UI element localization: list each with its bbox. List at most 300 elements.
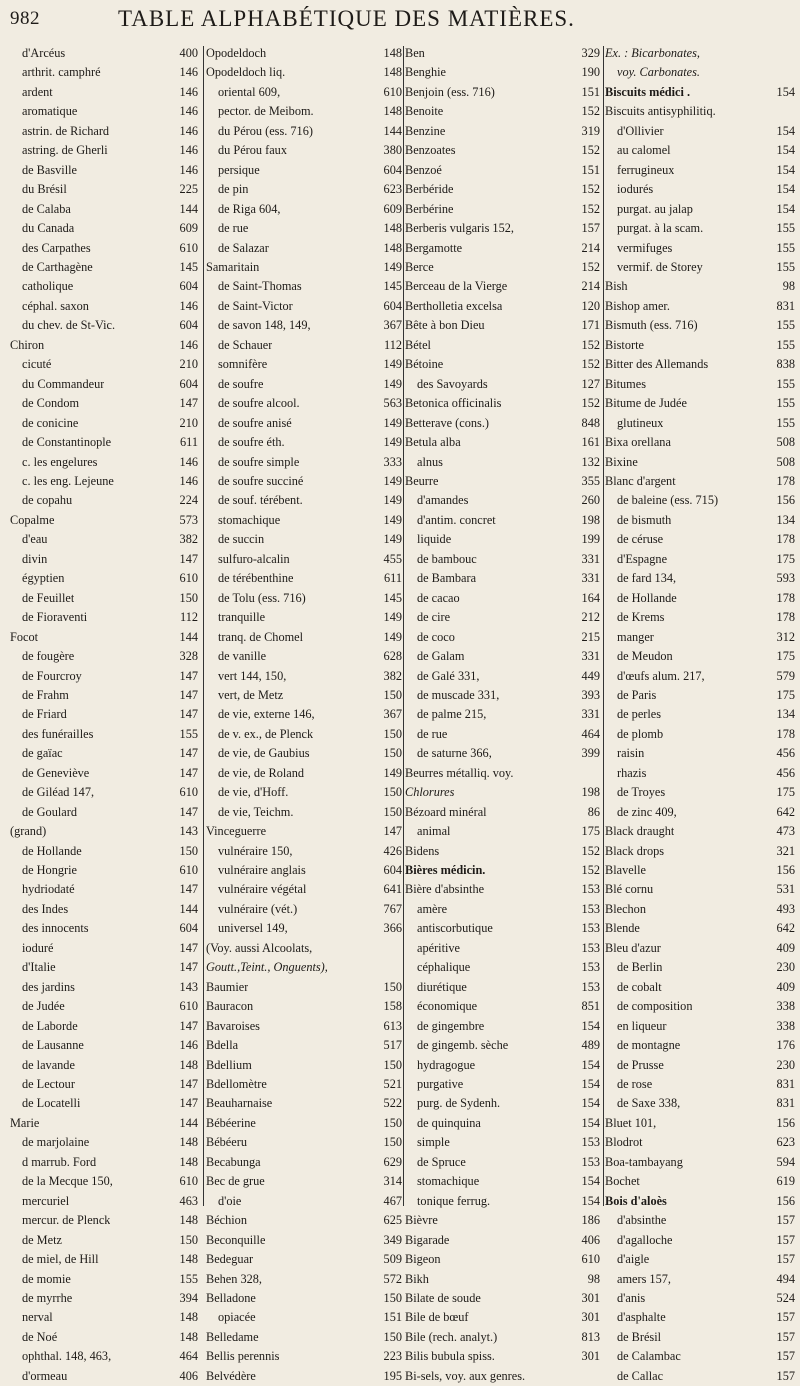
- entry-page-ref: 147: [179, 940, 198, 955]
- entry-term: Berce: [405, 259, 434, 274]
- entry-term: Benzoates: [405, 143, 456, 158]
- index-entry: [405, 880, 600, 899]
- entry-term: de Tolu (ess. 716): [218, 590, 306, 605]
- entry-page-ref: 604: [179, 279, 198, 294]
- entry-term: d'Italie: [22, 960, 56, 975]
- entry-page-ref: 611: [384, 571, 402, 586]
- entry-term: de Giléad 147,: [22, 785, 95, 800]
- entry-term: Bish: [605, 279, 628, 294]
- index-entry: [10, 44, 198, 63]
- entry-term: purg. de Sydenh.: [417, 1096, 501, 1111]
- index-entry: [405, 1114, 600, 1133]
- index-entry: [405, 44, 600, 63]
- entry-page-ref: 593: [776, 571, 795, 586]
- index-entry: [605, 1347, 795, 1366]
- index-entry: [10, 491, 198, 510]
- index-entry: [10, 102, 198, 121]
- entry-term: du Canada: [22, 221, 75, 236]
- index-entry: [206, 414, 402, 433]
- entry-term: stomachique: [417, 1174, 480, 1189]
- entry-term: des Carpathes: [22, 240, 91, 255]
- entry-term: mercur. de Plenck: [22, 1213, 111, 1228]
- entry-term: astring. de Gherli: [22, 143, 108, 158]
- index-entry: [605, 1036, 795, 1055]
- entry-page-ref: 489: [581, 1038, 600, 1053]
- entry-term: de Prusse: [617, 1057, 664, 1072]
- entry-page-ref: 152: [581, 863, 600, 878]
- entry-term: de vie, de Roland: [218, 765, 305, 780]
- index-entry: [405, 141, 600, 160]
- entry-page-ref: 464: [179, 1349, 198, 1364]
- index-entry: [10, 744, 198, 763]
- index-entry: [605, 1133, 795, 1152]
- entry-term: Benjoin (ess. 716): [405, 84, 495, 99]
- entry-term: Bellis perennis: [206, 1349, 280, 1364]
- entry-page-ref: 153: [581, 960, 600, 975]
- entry-term: économique: [417, 999, 478, 1014]
- index-entry: [605, 686, 795, 705]
- index-entry: [10, 530, 198, 549]
- entry-term: de Locatelli: [22, 1096, 81, 1111]
- entry-page-ref: 150: [383, 1329, 402, 1344]
- entry-term: de Condom: [22, 396, 80, 411]
- index-entry: [405, 530, 600, 549]
- entry-term: Bishop amer.: [605, 298, 670, 313]
- entry-page-ref: 154: [776, 182, 795, 197]
- entry-page-ref: 153: [581, 882, 600, 897]
- entry-page-ref: 152: [581, 259, 600, 274]
- entry-page-ref: 642: [776, 921, 795, 936]
- entry-page-ref: 156: [776, 493, 795, 508]
- entry-page-ref: 152: [581, 201, 600, 216]
- entry-page-ref: 610: [179, 785, 198, 800]
- index-entry: [10, 375, 198, 394]
- index-entry: [10, 219, 198, 238]
- entry-page-ref: 155: [776, 376, 795, 391]
- entry-page-ref: 175: [776, 551, 795, 566]
- entry-term: de Metz: [22, 1232, 62, 1247]
- entry-page-ref: 150: [383, 1291, 402, 1305]
- index-entry: [206, 355, 402, 374]
- entry-term: de Lectour: [22, 1077, 75, 1092]
- entry-page-ref: 508: [776, 454, 795, 469]
- entry-page-ref: 198: [581, 512, 600, 527]
- entry-page-ref: 312: [776, 629, 795, 644]
- index-entry: [10, 511, 198, 530]
- entry-term: manger: [617, 629, 654, 644]
- entry-page-ref: 149: [383, 435, 402, 450]
- entry-page-ref: 149: [383, 629, 402, 644]
- entry-page-ref: 400: [179, 46, 198, 60]
- index-entry: [605, 258, 795, 277]
- entry-term: Belladone: [206, 1291, 256, 1305]
- entry-page-ref: 301: [581, 1291, 600, 1305]
- entry-page-ref: 641: [383, 882, 402, 897]
- index-entry: [206, 861, 402, 880]
- entry-page-ref: 178: [776, 532, 795, 547]
- entry-term: de myrrhe: [22, 1291, 73, 1305]
- entry-term: de Saint-Victor: [218, 298, 293, 313]
- entry-term: du Pérou faux: [218, 143, 287, 158]
- index-entry: [605, 919, 795, 938]
- index-entry: [10, 297, 198, 316]
- index-entry: [405, 608, 600, 627]
- index-entry: [206, 1192, 402, 1211]
- entry-term: Bétel: [405, 337, 431, 352]
- entry-term: de Judée: [22, 999, 65, 1014]
- index-entry: [206, 647, 402, 666]
- entry-page-ref: 394: [179, 1291, 198, 1305]
- index-entry: [10, 63, 198, 82]
- entry-term: de bismuth: [617, 512, 672, 527]
- entry-page-ref: 610: [179, 571, 198, 586]
- entry-page-ref: 143: [179, 979, 198, 994]
- index-entry: [605, 569, 795, 588]
- index-entry: [605, 978, 795, 997]
- entry-term: cicuté: [22, 357, 52, 372]
- entry-page-ref: 610: [383, 84, 402, 99]
- entry-term: Ex. : Bicarbonates,: [605, 46, 700, 60]
- entry-term: Belvédère: [206, 1368, 256, 1383]
- entry-page-ref: 522: [383, 1096, 402, 1111]
- index-entry: [405, 1211, 600, 1230]
- entry-term: d'ormeau: [22, 1368, 68, 1383]
- index-entry: [405, 958, 600, 977]
- entry-term: ophthal. 148, 463,: [22, 1349, 112, 1364]
- entry-page-ref: 508: [776, 435, 795, 450]
- entry-page-ref: 178: [776, 610, 795, 625]
- entry-page-ref: 150: [383, 746, 402, 761]
- entry-page-ref: 150: [383, 726, 402, 741]
- entry-page-ref: 146: [179, 298, 198, 313]
- entry-term: de miel, de Hill: [22, 1252, 99, 1267]
- entry-page-ref: 393: [581, 687, 600, 702]
- entry-term: Bertholletia excelsa: [405, 298, 503, 313]
- entry-term: de Troyes: [617, 785, 666, 800]
- index-entry: [405, 628, 600, 647]
- index-entry: [405, 569, 600, 588]
- column-divider: [203, 46, 204, 1206]
- entry-term: Betonica officinalis: [405, 396, 502, 411]
- entry-page-ref: 399: [581, 746, 600, 761]
- entry-term: des jardins: [22, 979, 75, 994]
- entry-page-ref: 382: [179, 532, 198, 547]
- index-entry: [405, 239, 600, 258]
- entry-term: de vie, de Gaubius: [218, 746, 310, 761]
- index-entry: [10, 122, 198, 141]
- entry-page-ref: 214: [581, 279, 600, 294]
- index-entry: [206, 958, 402, 977]
- index-entry: [206, 1270, 402, 1289]
- index-entry: [206, 880, 402, 899]
- index-entry: [206, 83, 402, 102]
- entry-page-ref: 328: [179, 649, 198, 664]
- index-entry: [605, 1017, 795, 1036]
- index-entry: [10, 589, 198, 608]
- index-entry: [10, 958, 198, 977]
- entry-term: de Galé 331,: [417, 668, 480, 683]
- entry-page-ref: 147: [179, 668, 198, 683]
- entry-term: (grand): [10, 824, 47, 839]
- index-entry: [405, 102, 600, 121]
- index-entry: [10, 1250, 198, 1269]
- entry-term: voy. Carbonates.: [617, 65, 700, 80]
- index-entry: [605, 1308, 795, 1327]
- entry-term: Bdellomètre: [206, 1077, 267, 1092]
- entry-term: ardent: [22, 84, 53, 99]
- entry-page-ref: 175: [776, 649, 795, 664]
- entry-term: vulnéraire 150,: [218, 843, 293, 858]
- entry-page-ref: 157: [776, 1310, 795, 1325]
- entry-term: du Pérou (ess. 716): [218, 123, 313, 138]
- index-entry: [206, 803, 402, 822]
- entry-page-ref: 367: [383, 318, 402, 333]
- entry-page-ref: 154: [581, 1115, 600, 1130]
- entry-term: de bambouc: [417, 551, 477, 566]
- entry-term: de Basville: [22, 162, 77, 177]
- index-entry: [605, 822, 795, 841]
- entry-term: Beurres métalliq. voy.: [405, 765, 514, 780]
- entry-term: de vie, Teichm.: [218, 804, 294, 819]
- index-entry: [605, 122, 795, 141]
- entry-page-ref: 456: [776, 746, 795, 761]
- entry-page-ref: 175: [776, 687, 795, 702]
- entry-page-ref: 521: [383, 1077, 402, 1092]
- index-entry: [206, 783, 402, 802]
- entry-page-ref: 149: [383, 415, 402, 430]
- entry-term: vermifuges: [617, 240, 673, 255]
- entry-page-ref: 157: [776, 1349, 795, 1364]
- entry-term: de soufre anisé: [218, 415, 292, 430]
- index-entry: [10, 647, 198, 666]
- entry-term: de zinc 409,: [617, 804, 677, 819]
- entry-term: animal: [417, 824, 451, 839]
- entry-term: de quinquina: [417, 1115, 481, 1130]
- index-entry: [605, 219, 795, 238]
- index-entry: [10, 1036, 198, 1055]
- entry-page-ref: 146: [179, 473, 198, 488]
- entry-term: égyptien: [22, 571, 65, 586]
- entry-term: ferrugineux: [617, 162, 675, 177]
- entry-term: en liqueur: [617, 1018, 667, 1033]
- entry-term: d'antim. concret: [417, 512, 496, 527]
- entry-page-ref: 146: [179, 84, 198, 99]
- entry-term: pector. de Meibom.: [218, 104, 314, 119]
- entry-page-ref: 610: [179, 240, 198, 255]
- entry-page-ref: 171: [581, 318, 600, 333]
- index-entry: [605, 1289, 795, 1308]
- entry-term: alnus: [417, 454, 443, 469]
- index-entry: [206, 939, 402, 958]
- index-entry: [405, 997, 600, 1016]
- index-entry: [206, 919, 402, 938]
- entry-term: tranq. de Chomel: [218, 629, 304, 644]
- entry-term: Blavelle: [605, 863, 646, 878]
- entry-page-ref: 338: [776, 1018, 795, 1033]
- index-entry: [206, 589, 402, 608]
- entry-page-ref: 154: [581, 1193, 600, 1208]
- entry-page-ref: 147: [179, 1018, 198, 1033]
- index-entry: [206, 744, 402, 763]
- index-entry: [405, 161, 600, 180]
- index-entry: [405, 764, 600, 783]
- entry-term: Bitume de Judée: [605, 396, 687, 411]
- entry-page-ref: 149: [383, 473, 402, 488]
- index-entry: [605, 1270, 795, 1289]
- entry-page-ref: 156: [776, 1115, 795, 1130]
- entry-term: Bête à bon Dieu: [405, 318, 485, 333]
- entry-page-ref: 449: [581, 668, 600, 683]
- index-entry: [206, 258, 402, 277]
- index-entry: [206, 122, 402, 141]
- index-entry: [605, 161, 795, 180]
- index-entry: [10, 355, 198, 374]
- entry-page-ref: 331: [581, 649, 600, 664]
- entry-term: Bochet: [605, 1174, 640, 1189]
- entry-term: Bdellium: [206, 1057, 252, 1072]
- entry-page-ref: 147: [179, 804, 198, 819]
- entry-page-ref: 148: [383, 104, 402, 119]
- entry-page-ref: 260: [581, 493, 600, 508]
- entry-page-ref: 152: [581, 143, 600, 158]
- entry-term: Bergamotte: [405, 240, 463, 255]
- entry-page-ref: 112: [384, 337, 402, 352]
- index-entry: [405, 744, 600, 763]
- entry-term: de perles: [617, 707, 662, 722]
- entry-term: Bdella: [206, 1038, 239, 1053]
- entry-term: d'anis: [617, 1291, 646, 1305]
- index-entry: [10, 978, 198, 997]
- entry-term: arthrit. camphré: [22, 65, 101, 80]
- index-entry: [10, 608, 198, 627]
- index-entry: [206, 1289, 402, 1308]
- index-entry: [605, 764, 795, 783]
- index-entry: [405, 180, 600, 199]
- index-entry: [206, 277, 402, 296]
- entry-page-ref: 563: [383, 396, 402, 411]
- index-entry: [206, 1075, 402, 1094]
- entry-page-ref: 145: [179, 259, 198, 274]
- index-entry: [605, 647, 795, 666]
- entry-page-ref: 301: [581, 1349, 600, 1364]
- entry-page-ref: 572: [383, 1271, 402, 1286]
- index-entry: [605, 239, 795, 258]
- entry-term: Belledame: [206, 1329, 259, 1344]
- entry-term: Bièvre: [405, 1213, 438, 1228]
- entry-page-ref: 178: [776, 473, 795, 488]
- entry-page-ref: 164: [581, 590, 600, 605]
- entry-term: purgative: [417, 1077, 464, 1092]
- entry-page-ref: 604: [383, 162, 402, 177]
- index-entry: [10, 472, 198, 491]
- entry-page-ref: 148: [383, 46, 402, 60]
- index-entry: [405, 336, 600, 355]
- entry-page-ref: 148: [179, 1310, 198, 1325]
- index-column-3: [405, 44, 600, 1386]
- index-entry: [206, 764, 402, 783]
- entry-page-ref: 146: [179, 1038, 198, 1053]
- entry-term: Bitter des Allemands: [605, 357, 709, 372]
- entry-term: Opodeldoch: [206, 46, 267, 60]
- entry-page-ref: 149: [383, 532, 402, 547]
- index-entry: [605, 1192, 795, 1211]
- entry-page-ref: 573: [179, 512, 198, 527]
- index-column-1: [10, 44, 198, 1386]
- index-entry: [10, 686, 198, 705]
- index-entry: [405, 355, 600, 374]
- entry-term: Berbérine: [405, 201, 454, 216]
- entry-page-ref: 134: [776, 512, 795, 527]
- entry-term: tranquille: [218, 610, 266, 625]
- entry-term: Bixa orellana: [605, 435, 671, 450]
- entry-term: diurétique: [417, 979, 467, 994]
- index-entry: [605, 102, 795, 121]
- entry-term: Baumier: [206, 979, 249, 994]
- index-entry: [10, 414, 198, 433]
- entry-term: (Voy. aussi Alcoolats,: [206, 940, 313, 955]
- entry-term: de montagne: [617, 1038, 681, 1053]
- entry-term: Bitumes: [605, 376, 646, 391]
- index-entry: [10, 1328, 198, 1347]
- entry-page-ref: 594: [776, 1154, 795, 1169]
- entry-page-ref: 349: [383, 1232, 402, 1247]
- index-entry: [605, 453, 795, 472]
- entry-term: de palme 215,: [417, 707, 487, 722]
- entry-page-ref: 148: [383, 221, 402, 236]
- index-entry: [605, 783, 795, 802]
- index-entry: [206, 686, 402, 705]
- entry-term: Blé cornu: [605, 882, 654, 897]
- entry-page-ref: 157: [776, 1368, 795, 1383]
- entry-term: vulnéraire végétal: [218, 882, 307, 897]
- index-entry: [605, 63, 795, 82]
- entry-page-ref: 851: [581, 999, 600, 1014]
- index-entry: [206, 1056, 402, 1075]
- index-entry: [605, 725, 795, 744]
- entry-term: d marrub. Ford: [22, 1154, 97, 1169]
- entry-term: universel 149,: [218, 921, 288, 936]
- entry-term: apéritive: [417, 940, 461, 955]
- index-entry: [206, 1172, 402, 1191]
- entry-term: iodurés: [617, 182, 654, 197]
- entry-term: simple: [417, 1135, 450, 1150]
- entry-term: raisin: [617, 746, 645, 761]
- index-entry: [605, 1114, 795, 1133]
- index-entry: [10, 1347, 198, 1366]
- entry-page-ref: 642: [776, 804, 795, 819]
- entry-term: de Galam: [417, 649, 465, 664]
- index-entry: [605, 608, 795, 627]
- entry-page-ref: 199: [581, 532, 600, 547]
- index-entry: [405, 1094, 600, 1113]
- entry-page-ref: 212: [581, 610, 600, 625]
- entry-term: Vinceguerre: [206, 824, 267, 839]
- index-entry: [206, 1153, 402, 1172]
- index-entry: [605, 1367, 795, 1386]
- entry-page-ref: 154: [581, 1096, 600, 1111]
- entry-term: Black draught: [605, 824, 675, 839]
- entry-page-ref: 604: [179, 318, 198, 333]
- index-entry: [605, 667, 795, 686]
- index-entry: [405, 258, 600, 277]
- index-entry: [605, 1153, 795, 1172]
- index-entry: [405, 63, 600, 82]
- entry-page-ref: 148: [383, 240, 402, 255]
- entry-page-ref: 149: [383, 493, 402, 508]
- entry-page-ref: 610: [581, 1252, 600, 1267]
- entry-page-ref: 366: [383, 921, 402, 936]
- entry-term: purgat. au jalap: [617, 201, 693, 216]
